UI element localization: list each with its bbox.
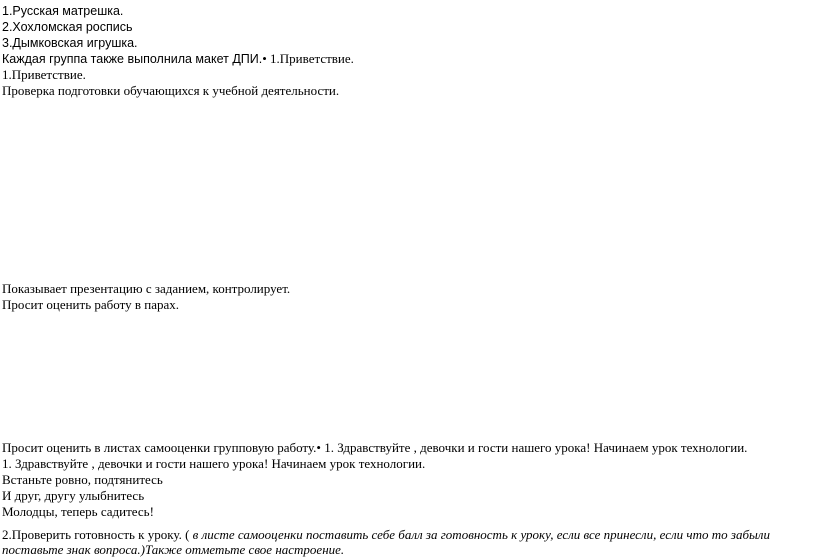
bullet-icon: • xyxy=(262,51,267,66)
list-item-matryoshka: 1.Русская матрешка. xyxy=(2,4,124,18)
list-item-dymkovo: 3.Дымковская игрушка. xyxy=(2,36,138,50)
greeting-line: 1.Приветствие. xyxy=(2,67,86,82)
readiness-instruction: в листе самооценки поставить себе балл за готовность к уроку, если все принесли, если что то забыли xyxy=(192,527,770,542)
self-evaluation-text: Просит оценить в листах самооценки групповую работу. xyxy=(2,440,317,455)
self-evaluation-line xyxy=(2,440,747,456)
dpi-line xyxy=(2,51,354,67)
presentation-line: Показывает презентацию с заданием, контролирует. xyxy=(2,281,291,296)
readiness-line xyxy=(2,527,770,543)
poem-line-3: И друг, другу улыбнитесь xyxy=(2,488,145,503)
readiness-prefix: 2.Проверить готовность к уроку. ( xyxy=(2,527,193,542)
bullet-icon: • xyxy=(316,440,321,455)
dpi-text: Каждая группа также выполнила макет ДПИ. xyxy=(2,52,263,66)
hello-inline: 1. Здравствуйте , девочки и гости нашего урока! Начинаем урок технологии. xyxy=(320,440,748,455)
readiness-check-line: Проверка подготовки обучающихся к учебной деятельности. xyxy=(2,83,340,98)
greeting-inline: 1.Приветствие. xyxy=(266,51,354,66)
poem-line-1: 1. Здравствуйте , девочки и гости нашего урока! Начинаем урок технологии. xyxy=(2,456,426,471)
poem-line-4: Молодцы, теперь садитесь! xyxy=(2,504,154,519)
poem-line-2: Встаньте ровно, подтянитесь xyxy=(2,472,163,487)
list-item-khokhloma: 2.Хохломская роспись xyxy=(2,20,133,34)
readiness-instruction-cont: поставьте знак вопроса.)Также отметьте свое настроение. xyxy=(2,542,345,557)
pair-evaluation-line: Просит оценить работу в парах. xyxy=(2,297,179,312)
